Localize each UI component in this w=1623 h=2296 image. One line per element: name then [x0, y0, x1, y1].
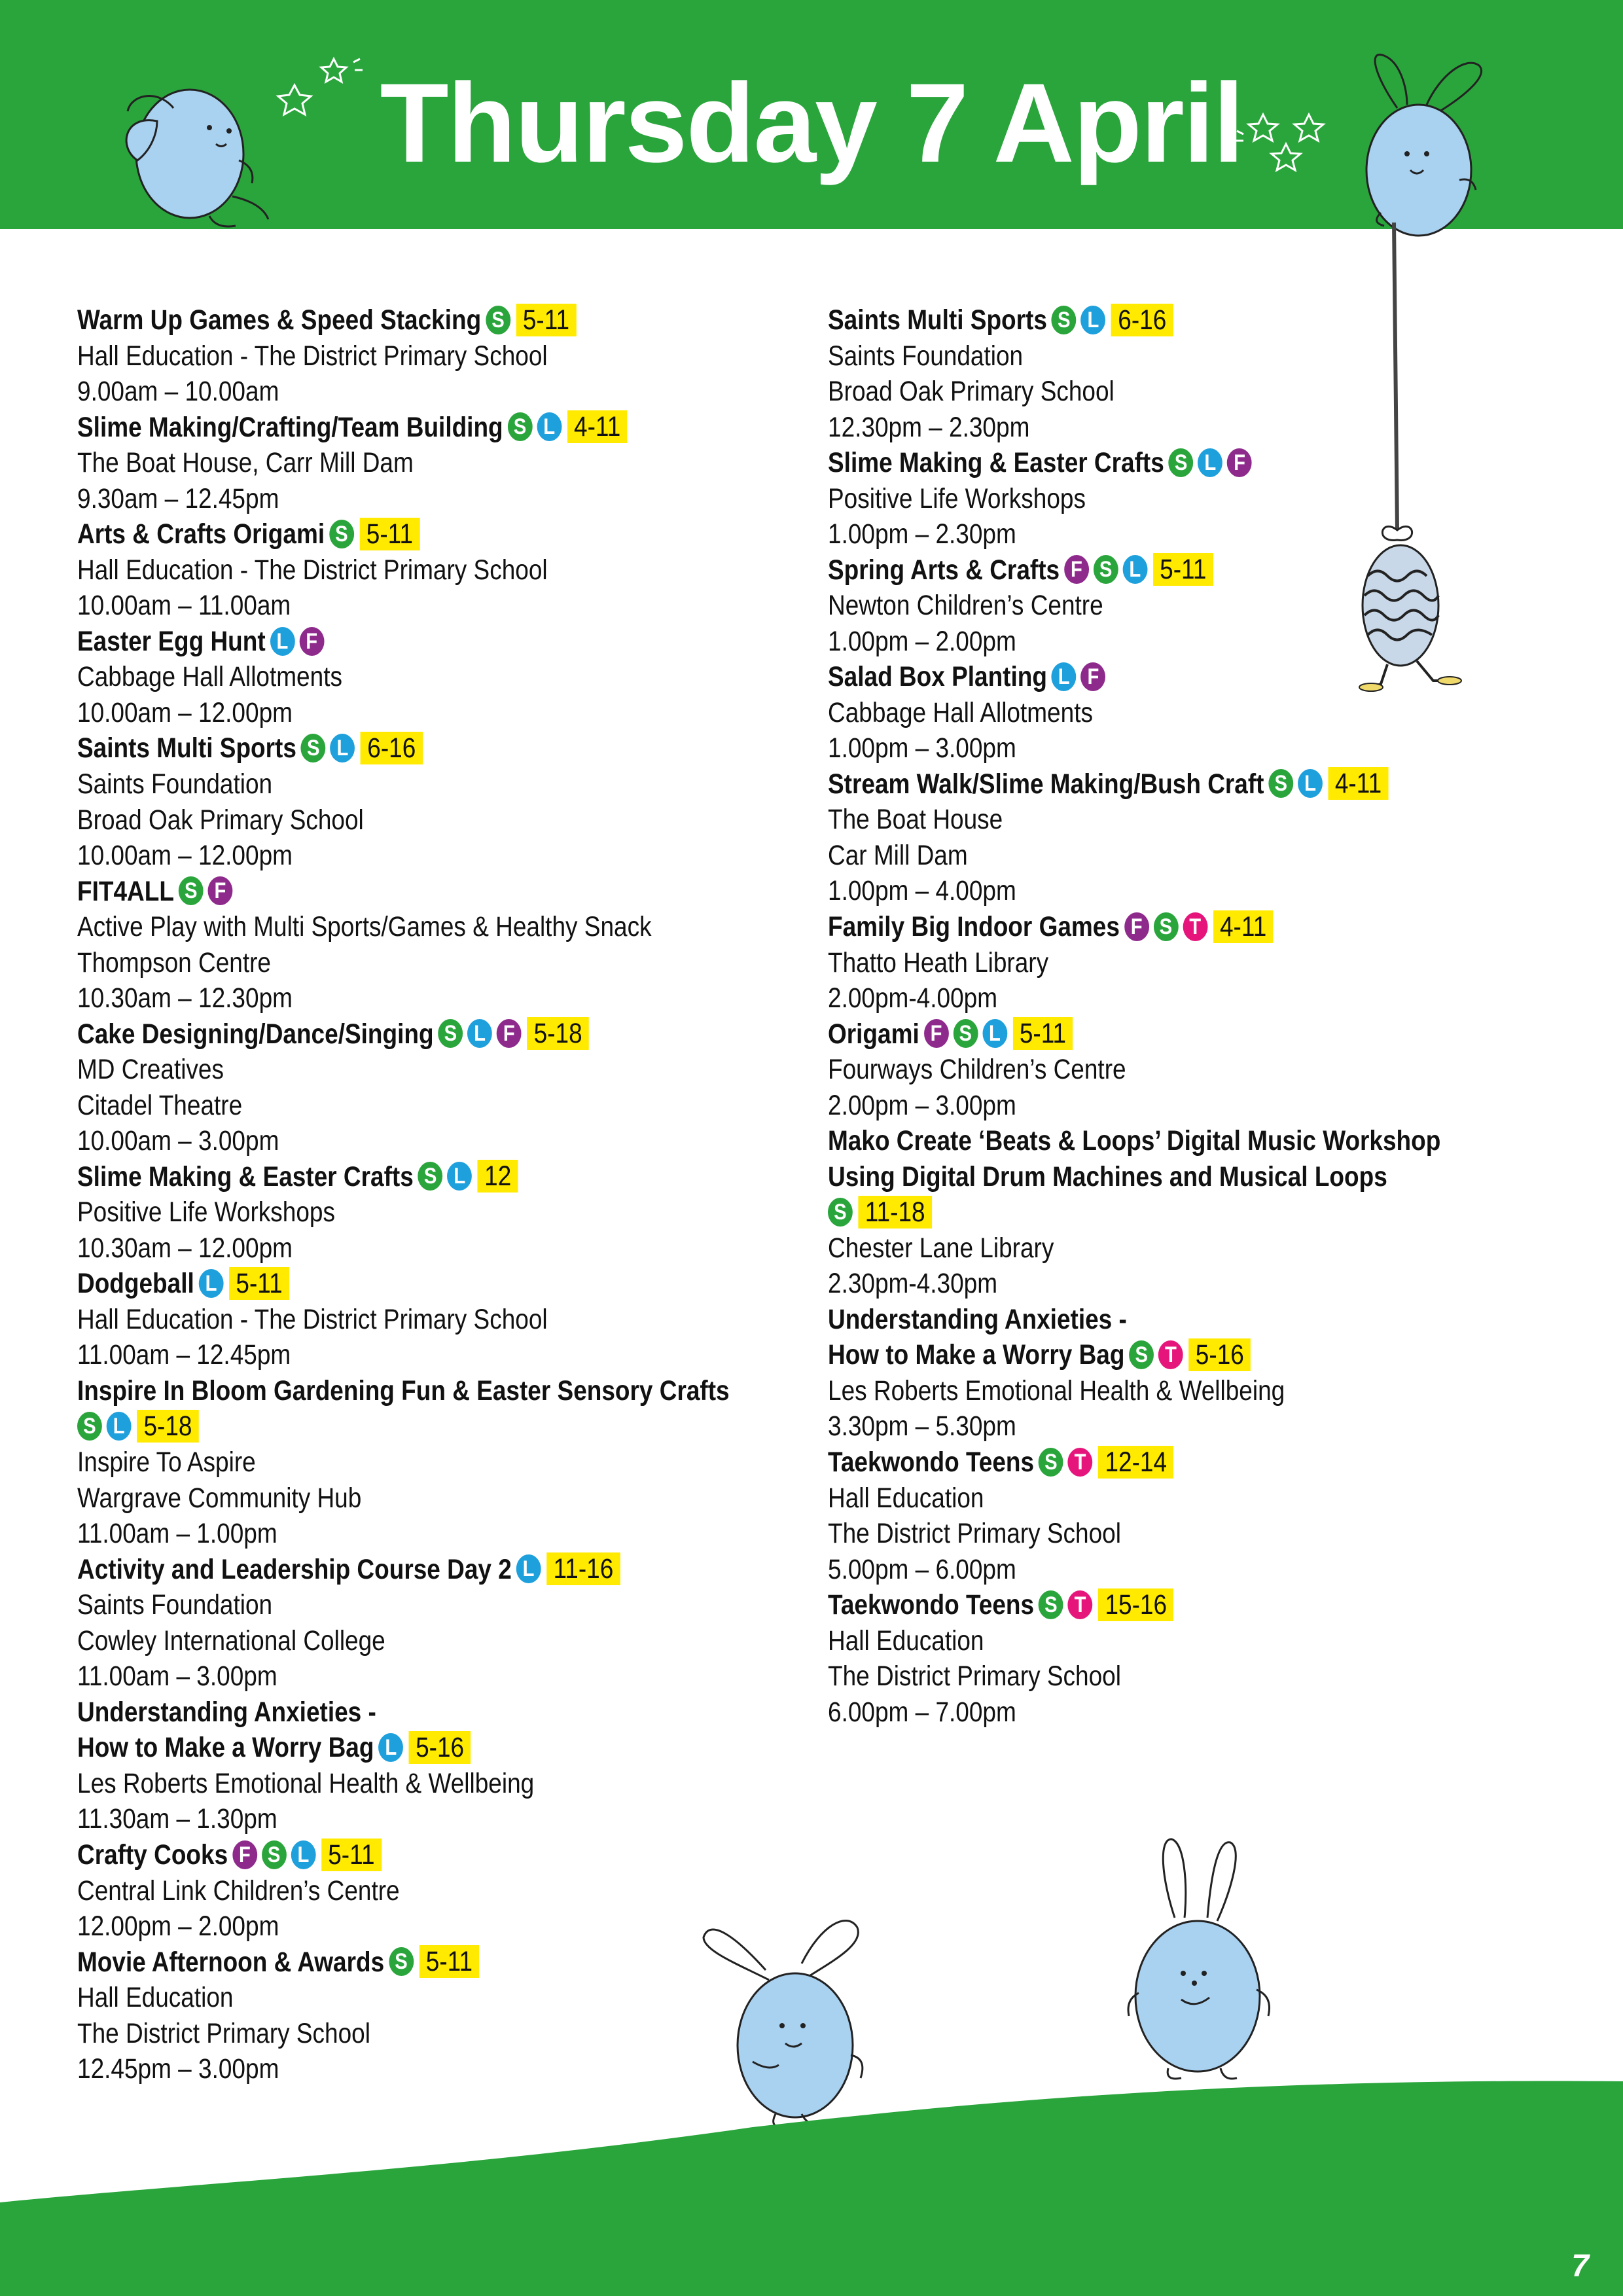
event-title: Family Big Indoor Games: [828, 910, 1120, 942]
category-badge-t: T: [1068, 1590, 1093, 1619]
age-range-badge: 5-11: [359, 518, 419, 550]
left-column: [77, 302, 849, 2087]
category-badge-l: L: [1298, 769, 1323, 798]
category-badge-l: L: [330, 734, 355, 762]
event-detail: Newton Children’s Centre: [828, 590, 1103, 622]
category-badge-s: S: [418, 1162, 443, 1191]
event-detail: Broad Oak Primary School: [828, 376, 1115, 408]
event-detail: Saints Foundation: [77, 1589, 273, 1621]
event-title-line: [77, 1552, 837, 1588]
event-detail-line: [77, 481, 837, 517]
event-title: Crafty Cooks: [77, 1839, 228, 1871]
category-badge-s: S: [77, 1412, 102, 1441]
event-title-line: [77, 302, 837, 338]
event-title-line: [828, 1587, 1588, 1623]
category-badge-s: S: [1129, 1340, 1154, 1369]
event-title-line: [77, 410, 837, 446]
event-title-line: [77, 1408, 837, 1444]
event-title: Mako Create ‘Beats & Loops’ Digital Music Workshop: [828, 1125, 1441, 1157]
event-title: Using Digital Drum Machines and Musical Loops: [828, 1160, 1387, 1193]
event-title-line: [77, 624, 837, 660]
star-icon: [268, 49, 366, 121]
hill-icon: [0, 2062, 1623, 2296]
event-detail: Hall Education: [828, 1482, 984, 1514]
event-detail: Positive Life Workshops: [77, 1196, 335, 1229]
event-detail: 12.45pm – 3.00pm: [77, 2053, 279, 2085]
event-detail-line: [828, 695, 1588, 731]
event-detail: Les Roberts Emotional Health & Wellbeing: [77, 1767, 535, 1799]
event-title-line: [828, 1444, 1588, 1480]
age-range-badge: 5-16: [1188, 1338, 1251, 1371]
category-badge-f: F: [497, 1019, 522, 1048]
event-detail-line: [828, 338, 1588, 374]
category-badge-l: L: [1122, 555, 1147, 584]
event-detail: Hall Education - The District Primary School: [77, 1303, 548, 1335]
event-detail: 1.00pm – 2.30pm: [828, 518, 1016, 550]
category-badge-f: F: [1124, 912, 1149, 941]
event-title: Cake Designing/Dance/Singing: [77, 1018, 434, 1050]
event-detail: MD Creatives: [77, 1054, 224, 1086]
event-detail: Thatto Heath Library: [828, 946, 1049, 978]
event-title: Easter Egg Hunt: [77, 625, 266, 657]
event-title: Slime Making & Easter Crafts: [77, 1160, 414, 1193]
event-detail-line: [77, 1052, 837, 1088]
category-badge-l: L: [1198, 448, 1222, 477]
event-title: Stream Walk/Slime Making/Bush Craft: [828, 768, 1264, 800]
event-detail-line: [828, 838, 1588, 874]
age-range-badge: 5-11: [321, 1839, 382, 1871]
category-badge-s: S: [1039, 1590, 1063, 1619]
category-badge-l: L: [1081, 306, 1106, 334]
event-detail-line: [828, 980, 1588, 1016]
event-detail-line: [77, 374, 837, 410]
category-badge-s: S: [301, 734, 326, 762]
event-detail-line: [828, 1659, 1588, 1695]
event-detail: 10.30am – 12.30pm: [77, 982, 293, 1014]
category-badge-s: S: [828, 1198, 853, 1227]
event-title: Understanding Anxieties -: [828, 1303, 1127, 1335]
event-detail-line: [77, 338, 837, 374]
event-title-line: [828, 766, 1588, 802]
event-detail-line: [828, 1266, 1588, 1302]
age-range-badge: 5-18: [527, 1017, 589, 1050]
event-detail: 9.30am – 12.45pm: [77, 482, 279, 514]
event-detail-line: [828, 588, 1588, 624]
event-detail: 12.30pm – 2.30pm: [828, 411, 1030, 443]
event-detail-line: [828, 802, 1588, 838]
event-detail-line: [77, 1302, 837, 1338]
event-detail-line: [828, 1373, 1588, 1409]
event-title-line: [77, 730, 837, 766]
event-detail-line: [77, 980, 837, 1016]
bunny-icon: [1335, 49, 1505, 239]
age-range-badge: 6-16: [361, 732, 423, 764]
event-detail: 11.30am – 1.30pm: [77, 1803, 277, 1835]
event-detail: 6.00pm – 7.00pm: [828, 1696, 1016, 1728]
category-badge-f: F: [924, 1019, 949, 1048]
event-detail: Central Link Children’s Centre: [77, 1874, 400, 1907]
event-detail: Citadel Theatre: [77, 1089, 243, 1121]
age-range-badge: 12-14: [1098, 1446, 1173, 1479]
event-title: Salad Box Planting: [828, 661, 1047, 693]
event-detail: Chester Lane Library: [828, 1232, 1054, 1264]
star-icon: [1230, 105, 1348, 177]
category-badge-l: L: [291, 1840, 315, 1869]
event-title: Saints Multi Sports: [77, 732, 296, 764]
event-title-line: [828, 302, 1588, 338]
event-item: [77, 1016, 849, 1159]
event-title: Slime Making & Easter Crafts: [828, 447, 1164, 479]
event-detail-line: [77, 1337, 837, 1373]
event-title: Dodgeball: [77, 1268, 194, 1300]
event-detail: 10.00am – 12.00pm: [77, 840, 293, 872]
event-detail: 10.30am – 12.00pm: [77, 1232, 293, 1264]
event-title-line: [828, 1016, 1588, 1052]
event-detail-line: [828, 1230, 1588, 1266]
event-item: [77, 874, 849, 1016]
event-detail-line: [77, 1659, 837, 1695]
event-title: Movie Afternoon & Awards: [77, 1946, 385, 1978]
event-detail-line: [77, 552, 837, 588]
event-detail-line: [77, 1623, 837, 1659]
age-range-badge: 5-11: [516, 304, 577, 336]
age-range-badge: 5-11: [1013, 1017, 1073, 1050]
event-item: [828, 445, 1600, 552]
event-detail: Saints Foundation: [77, 768, 273, 800]
event-title-line: [77, 1695, 837, 1731]
event-detail: 12.00pm – 2.00pm: [77, 1910, 279, 1943]
event-detail: Thompson Centre: [77, 946, 271, 978]
category-badge-f: F: [208, 876, 233, 905]
age-range-badge: 11-18: [858, 1196, 931, 1229]
category-badge-l: L: [537, 412, 562, 441]
event-detail-line: [77, 1088, 837, 1124]
event-detail-line: [828, 1088, 1588, 1124]
event-detail: 1.00pm – 3.00pm: [828, 732, 1016, 764]
event-detail: Inspire To Aspire: [77, 1446, 256, 1479]
event-title-line: [828, 1302, 1588, 1338]
event-detail: 10.00am – 12.00pm: [77, 696, 293, 728]
event-detail: Fourways Children’s Centre: [828, 1054, 1126, 1086]
age-range-badge: 5-11: [229, 1267, 289, 1300]
category-badge-s: S: [508, 412, 533, 441]
age-range-badge: 4-11: [567, 410, 628, 443]
event-detail-line: [77, 1123, 837, 1159]
event-title: Warm Up Games & Speed Stacking: [77, 304, 482, 336]
event-detail-line: [828, 624, 1588, 660]
event-detail: Hall Education - The District Primary School: [77, 340, 548, 372]
event-detail: The Boat House: [828, 804, 1003, 836]
event-detail-line: [828, 1408, 1588, 1444]
page-number: 7: [1571, 2249, 1589, 2284]
event-detail-line: [77, 838, 837, 874]
event-detail: Cabbage Hall Allotments: [828, 696, 1093, 728]
age-range-badge: 5-11: [1153, 553, 1213, 586]
event-detail: Hall Education: [77, 1982, 234, 2014]
category-badge-s: S: [179, 876, 204, 905]
event-detail-line: [828, 1052, 1588, 1088]
page-title: Thursday 7 April: [380, 60, 1243, 186]
category-badge-l: L: [467, 1019, 492, 1048]
event-item: [77, 302, 849, 410]
event-detail-line: [77, 1444, 837, 1480]
event-detail: 10.00am – 11.00am: [77, 590, 291, 622]
category-badge-f: F: [299, 627, 324, 656]
event-detail: Car Mill Dam: [828, 839, 968, 871]
age-range-badge: 5-16: [409, 1731, 471, 1764]
event-detail-line: [77, 445, 837, 481]
event-title-line: [77, 1016, 837, 1052]
category-badge-s: S: [262, 1840, 287, 1869]
age-range-badge: 5-11: [419, 1945, 479, 1978]
event-detail-line: [77, 1516, 837, 1552]
event-item: [77, 1159, 849, 1266]
event-detail-line: [77, 1587, 837, 1623]
event-title-line: [77, 516, 837, 552]
event-detail-line: [828, 730, 1588, 766]
event-detail-line: [77, 659, 837, 695]
event-title-line: [77, 1837, 837, 1873]
event-detail-line: [77, 945, 837, 981]
event-item: [77, 730, 849, 873]
event-item: [77, 624, 849, 731]
event-title-line: [828, 1194, 1588, 1230]
event-detail: Wargrave Community Hub: [77, 1482, 362, 1514]
category-badge-s: S: [438, 1019, 463, 1048]
event-item: [77, 516, 849, 624]
category-badge-l: L: [199, 1269, 224, 1298]
event-item: [828, 1302, 1600, 1444]
event-title-line: [77, 1159, 837, 1195]
event-detail-line: [828, 1552, 1588, 1588]
event-detail: 1.00pm – 4.00pm: [828, 875, 1016, 907]
event-title-line: [828, 1123, 1588, 1159]
event-detail-line: [828, 374, 1588, 410]
event-detail: 11.00am – 12.45pm: [77, 1339, 291, 1371]
event-detail-line: [828, 1516, 1588, 1552]
event-title-line: [77, 1266, 837, 1302]
right-column: [828, 302, 1600, 1730]
category-badge-t: T: [1183, 912, 1207, 941]
event-detail-line: [77, 1194, 837, 1230]
event-title-line: [828, 909, 1588, 945]
category-badge-l: L: [982, 1019, 1007, 1048]
event-detail: 10.00am – 3.00pm: [77, 1125, 279, 1157]
event-detail: The District Primary School: [828, 1518, 1121, 1550]
event-detail-line: [77, 1801, 837, 1837]
event-detail: 9.00am – 10.00am: [77, 376, 279, 408]
event-detail-line: [77, 766, 837, 802]
event-detail-line: [828, 873, 1588, 909]
event-detail-line: [828, 410, 1588, 446]
category-badge-s: S: [1039, 1448, 1063, 1477]
event-item: [77, 410, 849, 517]
event-title: Taekwondo Teens: [828, 1589, 1035, 1621]
event-detail-line: [828, 1480, 1588, 1516]
event-title-line: [828, 1159, 1588, 1195]
event-detail: 1.00pm – 2.00pm: [828, 625, 1016, 657]
event-item: [77, 1373, 849, 1552]
category-badge-s: S: [1154, 912, 1179, 941]
event-item: [828, 302, 1600, 445]
category-badge-s: S: [1094, 555, 1118, 584]
event-title: Saints Multi Sports: [828, 304, 1047, 336]
event-title-line: [828, 1337, 1588, 1373]
event-detail-line: [828, 1695, 1588, 1731]
event-item: [828, 659, 1600, 766]
event-detail: The District Primary School: [828, 1660, 1121, 1693]
age-range-badge: 4-11: [1213, 910, 1274, 943]
bunny-icon: [1099, 1826, 1296, 2088]
event-detail-line: [828, 516, 1588, 552]
age-range-badge: 11-16: [546, 1552, 620, 1585]
event-detail: Cowley International College: [77, 1624, 385, 1657]
age-range-badge: 4-11: [1329, 767, 1389, 800]
event-title: Activity and Leadership Course Day 2: [77, 1553, 512, 1585]
event-detail-line: [77, 802, 837, 838]
category-badge-f: F: [1227, 448, 1252, 477]
category-badge-l: L: [378, 1733, 403, 1762]
event-detail: Active Play with Multi Sports/Games & Healthy Snack: [77, 911, 652, 943]
event-title: Understanding Anxieties -: [77, 1696, 376, 1728]
category-badge-t: T: [1068, 1448, 1093, 1477]
event-title: Taekwondo Teens: [828, 1446, 1035, 1478]
event-detail: Positive Life Workshops: [828, 482, 1086, 514]
event-title-line: [77, 874, 837, 910]
category-badge-l: L: [270, 627, 295, 656]
event-title: Origami: [828, 1018, 919, 1050]
category-badge-s: S: [1169, 448, 1194, 477]
category-badge-l: L: [1052, 662, 1077, 691]
age-range-badge: 5-18: [137, 1410, 199, 1443]
event-title: Arts & Crafts Origami: [77, 518, 325, 550]
event-detail-line: [77, 1480, 837, 1516]
category-badge-s: S: [1052, 306, 1077, 334]
event-item: [828, 1444, 1600, 1587]
category-badge-s: S: [329, 520, 354, 548]
event-item: [77, 1552, 849, 1695]
event-title-line: [828, 552, 1588, 588]
event-title: FIT4ALL: [77, 875, 174, 907]
event-title: How to Make a Worry Bag: [828, 1339, 1125, 1371]
event-detail: 11.00am – 1.00pm: [77, 1518, 277, 1550]
category-badge-s: S: [389, 1947, 414, 1976]
category-badge-t: T: [1158, 1340, 1183, 1369]
event-title: Inspire In Bloom Gardening Fun & Easter Sensory Crafts: [77, 1374, 730, 1407]
event-detail: 3.30pm – 5.30pm: [828, 1410, 1016, 1443]
event-detail-line: [77, 909, 837, 945]
event-detail-line: [828, 945, 1588, 981]
event-detail-line: [77, 695, 837, 731]
event-detail: 11.00am – 3.00pm: [77, 1660, 277, 1693]
event-title: Spring Arts & Crafts: [828, 554, 1060, 586]
event-detail: 2.00pm – 3.00pm: [828, 1089, 1016, 1121]
event-title-line: [828, 659, 1588, 695]
category-badge-l: L: [516, 1554, 541, 1583]
event-detail-line: [77, 1230, 837, 1266]
category-badge-l: L: [107, 1412, 132, 1441]
event-item: [77, 1266, 849, 1373]
event-title-line: [77, 1730, 837, 1766]
category-badge-f: F: [1064, 555, 1089, 584]
event-detail: Saints Foundation: [828, 340, 1024, 372]
event-detail: Hall Education - The District Primary School: [77, 554, 548, 586]
event-detail: 5.00pm – 6.00pm: [828, 1553, 1016, 1585]
event-detail-line: [77, 1766, 837, 1802]
event-detail-line: [828, 481, 1588, 517]
event-detail: Les Roberts Emotional Health & Wellbeing: [828, 1374, 1285, 1407]
event-title: How to Make a Worry Bag: [77, 1732, 374, 1764]
age-range-badge: 15-16: [1098, 1588, 1173, 1621]
category-badge-f: F: [1081, 662, 1106, 691]
event-detail: Hall Education: [828, 1624, 984, 1657]
event-detail: Broad Oak Primary School: [77, 804, 364, 836]
event-detail: 2.30pm-4.30pm: [828, 1268, 998, 1300]
event-detail: 2.00pm-4.00pm: [828, 982, 998, 1014]
event-detail: Cabbage Hall Allotments: [77, 661, 342, 693]
event-item: [828, 1016, 1600, 1124]
event-item: [828, 552, 1600, 660]
category-badge-f: F: [232, 1840, 257, 1869]
event-item: [828, 1587, 1600, 1730]
category-badge-s: S: [953, 1019, 978, 1048]
category-badge-l: L: [447, 1162, 472, 1191]
event-title-line: [828, 445, 1588, 481]
event-item: [828, 909, 1600, 1016]
event-title: Slime Making/Crafting/Team Building: [77, 411, 503, 443]
age-range-badge: 6-16: [1111, 304, 1173, 336]
age-range-badge: 12: [478, 1160, 518, 1193]
event-detail-line: [828, 1623, 1588, 1659]
event-detail: The District Primary School: [77, 2017, 370, 2049]
category-badge-s: S: [1268, 769, 1293, 798]
event-item: [828, 766, 1600, 909]
category-badge-s: S: [486, 306, 510, 334]
event-detail-line: [77, 588, 837, 624]
event-item: [828, 1123, 1600, 1302]
event-title-line: [77, 1373, 837, 1409]
event-item: [77, 1695, 849, 1837]
event-detail: The Boat House, Carr Mill Dam: [77, 447, 414, 479]
